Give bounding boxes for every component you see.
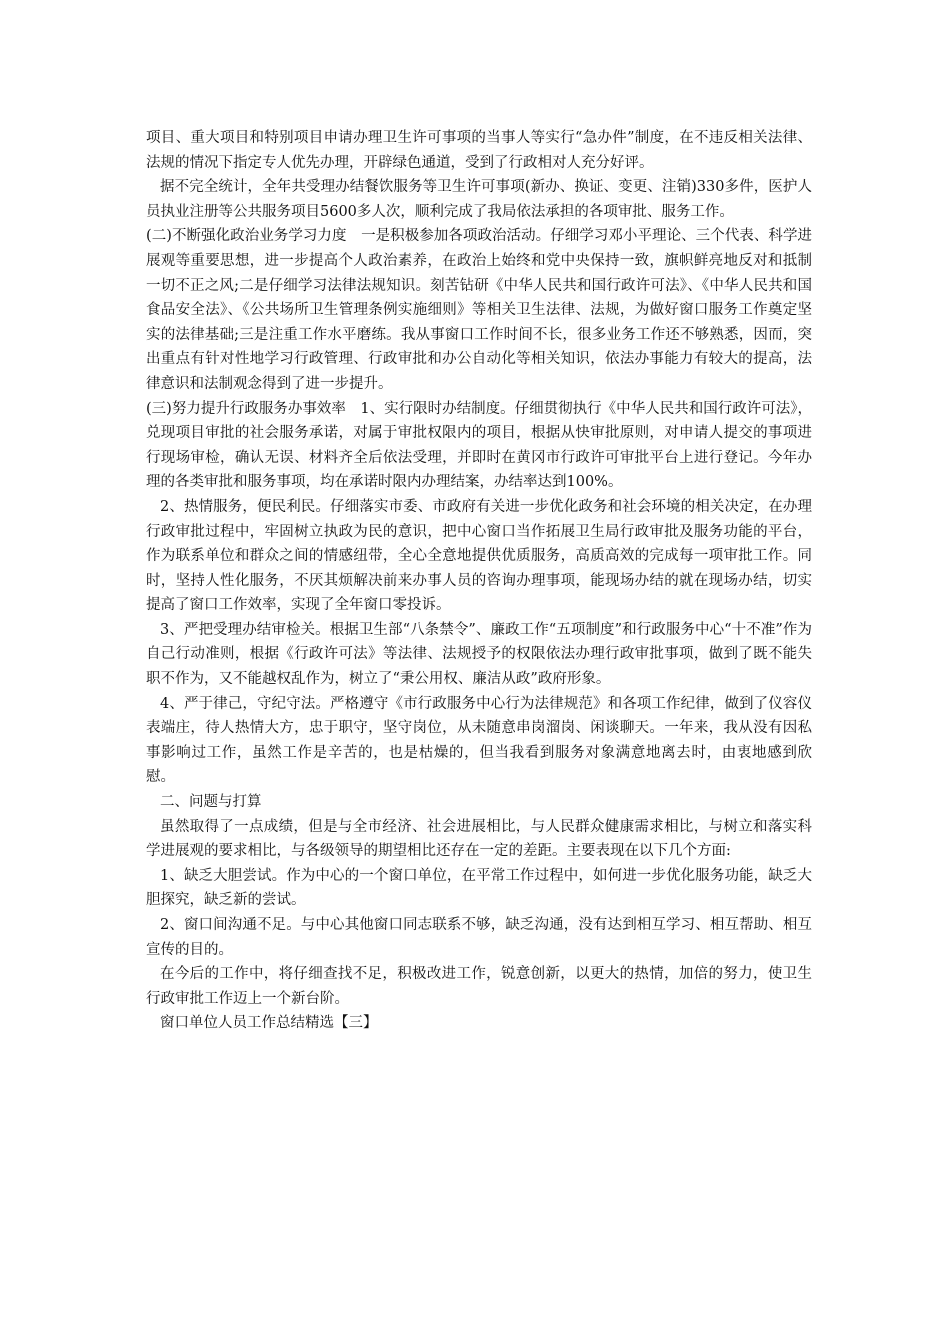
paragraph: 2、热情服务，便民利民。仔细落实市委、市政府有关进一步优化政务和社会环境的相关决定，在办理行政审批过程中，牢固树立执政为民的意识，把中心窗口当作拓展卫生局行政审批及服务功能的平台，作为联系单位和群众之间的情感纽带，全心全意地提供优质服务，高质高效的完成每一项审批工作。同时，坚持人性化服务，不厌其烦解决前来办事人员的咨询办理事项，能现场办结的就在现场办结，切实提高了窗口工作效率，实现了全年窗口零投诉。 (146, 498, 812, 614)
paragraph: 3、严把受理办结审检关。根据卫生部“八条禁令”、廉政工作“五项制度”和行政服务中心“十不准”作为自己行动准则，根据《行政许可法》等法律、法规授予的权限依法办理行政审批事项，做到了既不能失职不作为，又不能越权乱作为，树立了“秉公用权、廉洁从政”政府形象。 (146, 621, 812, 688)
paragraph: 虽然取得了一点成绩，但是与全市经济、社会进展相比，与人民群众健康需求相比，与树立和落实科学进展观的要求相比，与各级领导的期望相比还存在一定的差距。主要表现在以下几个方面: (146, 818, 812, 860)
document-body (146, 126, 812, 1036)
section-heading: 二、问题与打算 (160, 794, 262, 811)
paragraph: 2、窗口间沟通不足。与中心其他窗口同志联系不够，缺乏沟通，没有达到相互学习、相互帮助、相互宣传的目的。 (146, 917, 812, 958)
paragraph: 据不完全统计，全年共受理办结餐饮服务等卫生许可事项(新办、换证、变更、注销)330多件，医护人员执业注册等公共服务项目5600多人次，顺利完成了我局依法承担的各项审批、服务工作。 (146, 179, 812, 220)
paragraph: 项目、重大项目和特别项目申请办理卫生许可事项的当事人等实行“急办件”制度，在不违反相关法律、法规的情况下指定专人优先办理，开辟绿色通道，受到了行政相对人充分好评。 (146, 130, 812, 171)
paragraph: 在今后的工作中，将仔细查找不足，积极改进工作，锐意创新，以更大的热情，加倍的努力，使卫生行政审批工作迈上一个新台阶。 (146, 966, 812, 1007)
paragraph: 4、严于律己，守纪守法。严格遵守《市行政服务中心行为法律规范》和各项工作纪律，做到了仪容仪表端庄，待人热情大方，忠于职守，坚守岗位，从未随意串岗溜岗、闲谈聊天。一年来，我从没有因私事影响过工作，虽然工作是辛苦的，也是枯燥的，但当我看到服务对象满意地离去时，由衷地感到欣慰。 (146, 695, 812, 786)
section-paragraph: (三)努力提升行政服务办事效率 1、实行限时办结制度。仔细贯彻执行《中华人民共和国行政许可法》，兑现项目审批的社会服务承诺，对属于审批权限内的项目，根据从快审批原则，对申请人提交的事项进行现场审检，确认无误、材料齐全后依法受理，并即时在黄冈市行政许可审批平台上进行登记。今年办理的各类审批和服务事项，均在承诺时限内办理结案，办结率达到100%。 (146, 400, 812, 491)
paragraph: 1、缺乏大胆尝试。作为中心的一个窗口单位，在平常工作过程中，如何进一步优化服务功能，缺乏大胆探究，缺乏新的尝试。 (146, 867, 812, 909)
section-paragraph: (二)不断强化政治业务学习力度 一是积极参加各项政治活动。仔细学习邓小平理论、三个代表、科学进展观等重要思想，进一步提高个人政治素养，在政治上始终和党中央保持一致，旗帜鲜亮地反对和抵制一切不正之风;二是仔细学习法律法规知识。刻苦钻研《中华人民共和国行政许可法》、《中华人民共和国食品安全法》、《公共场所卫生管理条例实施细则》等相关卫生法律、法规，为做好窗口服务工作奠定坚实的法律基础;三是注重工作水平磨练。我从事窗口工作时间不长，很多业务工作还不够熟悉，因而，突出重点有针对性地学习行政管理、行政审批和办公自动化等相关知识，依法办事能力有较大的提高，法律意识和法制观念得到了进一步提升。 (146, 228, 812, 392)
document-subtitle: 窗口单位人员工作总结精选【三】 (160, 1015, 378, 1032)
